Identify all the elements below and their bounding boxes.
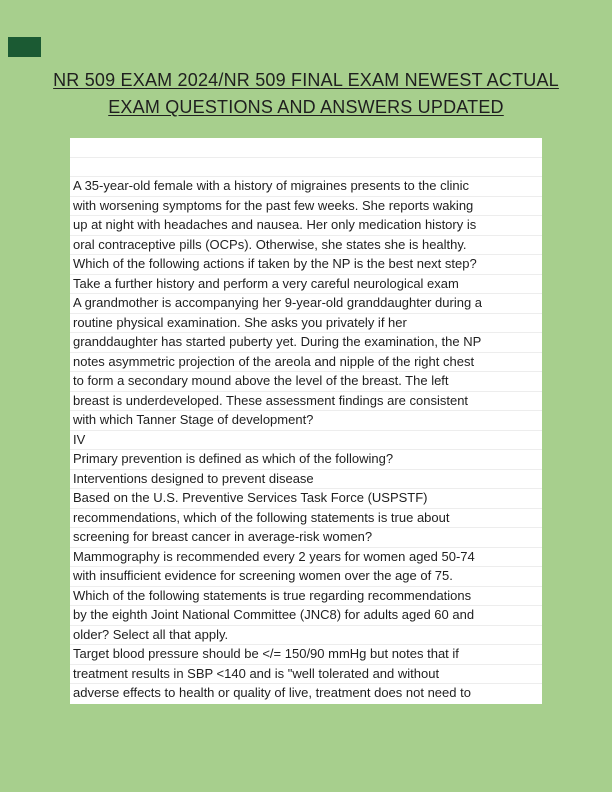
document-line: routine physical examination. She asks you privately if her [70,314,542,334]
document-line: adverse effects to health or quality of live, treatment does not need to [73,685,471,700]
document-line: Take a further history and perform a very careful neurological exam [70,275,542,295]
qa-content-table [70,138,542,704]
document-line: IV [70,431,542,451]
document-line: notes asymmetric projection of the areola and nipple of the right chest [70,353,542,373]
document-line: Which of the following actions if taken by the NP is the best next step? [70,255,542,275]
page-title-line-1: NR 509 EXAM 2024/NR 509 FINAL EXAM NEWEST ACTUAL [53,70,559,90]
document-line: with which Tanner Stage of development? [70,411,542,431]
document-line: by the eighth Joint National Committee (JNC8) for adults aged 60 and [70,606,542,626]
document-line: recommendations, which of the following statements is true about [70,509,542,529]
corner-redaction-mark [8,37,41,57]
document-line: breast is underdeveloped. These assessment findings are consistent [70,392,542,412]
document-line: A 35-year-old female with a history of migraines presents to the clinic [70,177,542,197]
document-line [70,158,542,178]
document-line: granddaughter has started puberty yet. During the examination, the NP [70,333,542,353]
document-line: Interventions designed to prevent disease [70,470,542,490]
document-line: Mammography is recommended every 2 years for women aged 50-74 [70,548,542,568]
document-line: oral contraceptive pills (OCPs). Otherwise, she states she is healthy. [70,236,542,256]
document-line: older? Select all that apply. [70,626,542,646]
document-line: Primary prevention is defined as which of the following? [70,450,542,470]
document-line: Based on the U.S. Preventive Services Task Force (USPSTF) [70,489,542,509]
document-line: Which of the following statements is true regarding recommendations [70,587,542,607]
document-line: with insufficient evidence for screening women over the age of 75. [70,567,542,587]
page-title-line-2: EXAM QUESTIONS AND ANSWERS UPDATED [108,97,504,117]
document-line [70,138,542,158]
document-line: treatment results in SBP <140 and is "well tolerated and without [70,665,542,685]
document-line: Target blood pressure should be </= 150/90 mmHg but notes that if [70,645,542,665]
document-line: to form a secondary mound above the level of the breast. The left [70,372,542,392]
document-line: up at night with headaches and nausea. Her only medication history is [70,216,542,236]
document-line: A grandmother is accompanying her 9-year-old granddaughter during a [70,294,542,314]
page-title [36,67,576,121]
document-line: screening for breast cancer in average-risk women? [70,528,542,548]
document-line: with worsening symptoms for the past few weeks. She reports waking [70,197,542,217]
